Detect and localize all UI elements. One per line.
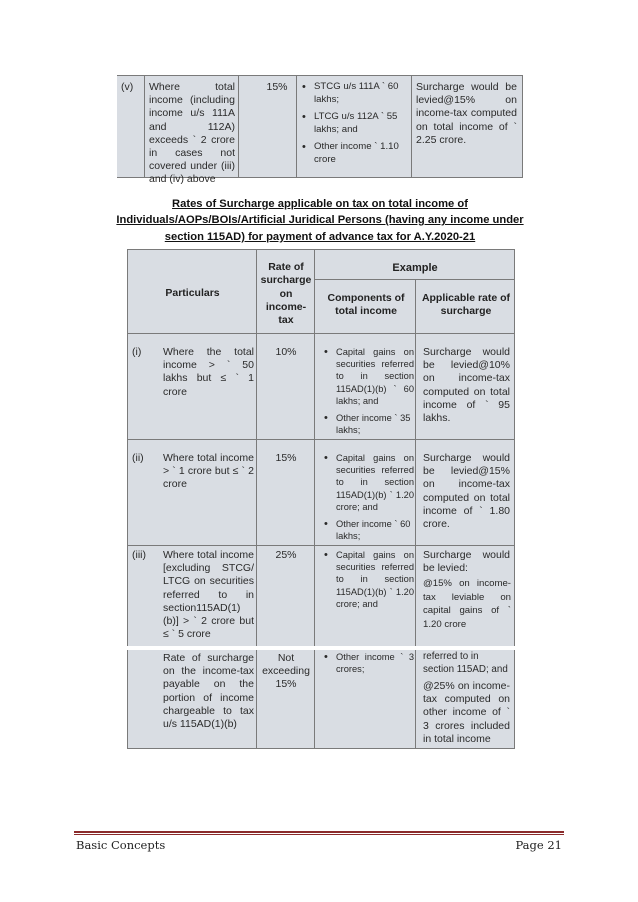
row-particulars: Where total income [excluding STCG/ LTCG on securities referred to in section115AD(1)(b)] > ` 2 crore but ≤ ` 5 crore <box>163 549 254 641</box>
row-applicable-line2: @15% on income-tax leviable on capital gains of ` 1.20 crore <box>423 578 511 630</box>
row-id: (iii) <box>132 549 146 561</box>
row-id: (ii) <box>132 452 144 464</box>
header-applicable: Applicable rate of surcharge <box>421 292 511 317</box>
top-component-item: • STCG u/s 111A ` 60 lakhs; <box>314 81 410 106</box>
header-particulars: Particulars <box>165 287 220 299</box>
header-example: Example <box>392 262 438 274</box>
component-item: • Other income ` 3 crores; <box>336 651 414 675</box>
footer-rule <box>74 831 564 833</box>
surcharge-heading-line1: Rates of Surcharge applicable on tax on total income of <box>172 198 468 210</box>
continuation-applicable-line2: @25% on income-tax computed on other income of ` 3 crores included in total income <box>423 680 510 745</box>
surcharge-heading-line2: Individuals/AOPs/BOIs/Artificial Juridical Persons (having any income under <box>116 214 524 226</box>
top-row-rate-value: 15% <box>266 81 288 93</box>
header-rate: Rate of surcharge on income-tax <box>260 261 312 327</box>
top-row-id: (v) <box>121 81 134 93</box>
row-applicable: Surcharge would be levied@10% on income-tax computed on total income of ` 95 lakhs. <box>423 346 510 425</box>
continuation-rate: Not exceeding 15% <box>262 652 310 691</box>
component-item: • Other income ` 35 lakhs; <box>336 412 414 436</box>
continuation-applicable-line1: referred to in section 115AD; and <box>423 651 508 676</box>
top-row-particulars: Where total income (including income u/s 111A and 112A) exceeds ` 2 crore in cases not covered under (iii) and (iv) above <box>149 81 235 186</box>
header-components: Components of total income <box>327 292 405 317</box>
footer-left: Basic Concepts <box>76 838 166 852</box>
row-id: (i) <box>132 346 142 358</box>
top-component-item: • LTCG u/s 112A ` 55 lakhs; and <box>314 111 410 136</box>
row-rate: 25% <box>275 549 297 561</box>
row-rate: 10% <box>275 346 297 358</box>
row-components <box>322 549 414 615</box>
component-item: • Capital gains on securities referred to in section 115AD(1)(b) ` 1.20 crore; and <box>336 452 414 513</box>
continuation-particulars: Rate of surcharge on the income-tax payable on the portion of income chargeable to tax u/s 115AD(1)(b) <box>163 652 254 731</box>
row-particulars: Where total income > ` 1 crore but ≤ ` 2 crore <box>163 452 254 491</box>
component-item: • Capital gains on securities referred to in section 115AD(1)(b) ` 1.20 crore; and <box>336 549 414 610</box>
footer-rule-thin <box>74 834 564 835</box>
surcharge-heading-line3: section 115AD) for payment of advance tax for A.Y.2020-21 <box>164 231 476 243</box>
row-applicable-line1: Surcharge would be levied: <box>423 549 510 575</box>
row-components <box>322 346 414 441</box>
component-item: • Other income ` 60 lakhs; <box>336 518 414 542</box>
row-applicable: Surcharge would be levied@15% on income-tax computed on total income of ` 1.80 crore. <box>423 452 510 531</box>
footer-right: Page 21 <box>515 838 562 852</box>
continuation-components <box>322 651 414 680</box>
row-particulars: Where the total income > ` 50 lakhs but ≤ ` 1 crore <box>163 346 254 398</box>
row-rate: 15% <box>275 452 297 464</box>
top-row-components <box>300 81 410 171</box>
row-components <box>322 452 414 547</box>
top-component-item: • Other income ` 1.10 crore <box>314 141 410 166</box>
component-item: • Capital gains on securities referred to in section 115AD(1)(b) ` 60 lakhs; and <box>336 346 414 407</box>
top-row-applicable: Surcharge would be levied@15% on income-tax computed on total income of ` 2.25 crore. <box>416 81 517 146</box>
